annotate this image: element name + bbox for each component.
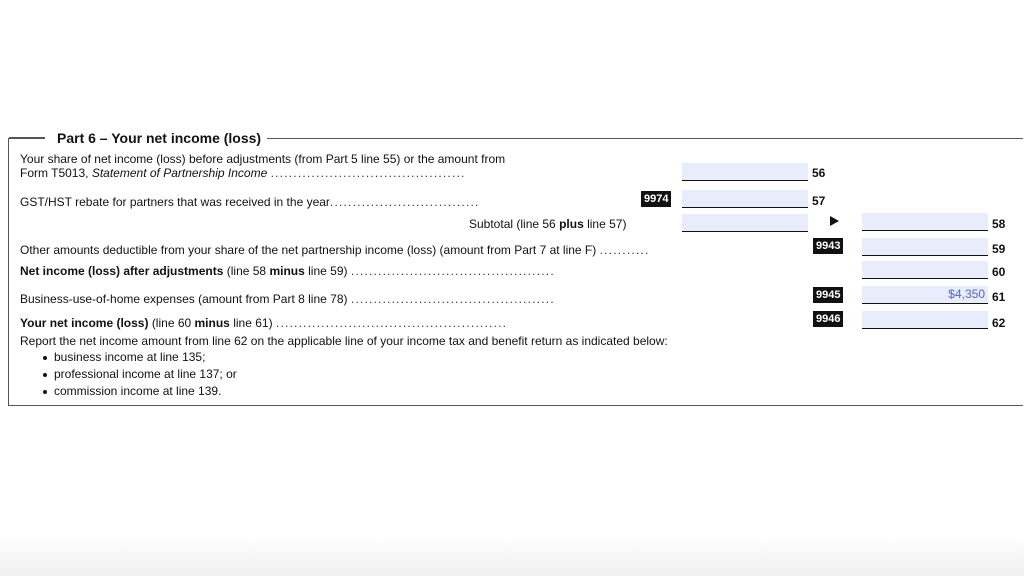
line56-leader-dots: ........................................... (270, 166, 466, 180)
line56-form-title: Statement of Partnership Income (91, 166, 268, 180)
report-bullet-commission: commission income at line 139. (54, 384, 222, 398)
line58-text-c: line 57) (587, 217, 627, 231)
line59-number: 59 (992, 242, 1006, 256)
line60-label: Net income (loss) after adjustments (20, 264, 224, 278)
line56-form-label: Form T5013, (20, 166, 89, 180)
line57-leader-dots: ................................. (329, 195, 480, 209)
line60-number: 60 (992, 265, 1006, 279)
line62-number: 62 (992, 316, 1006, 330)
line62-text-a: (line 60 (151, 316, 192, 330)
line61-leader-dots: ............................................. (350, 292, 555, 306)
line58-text-a: Subtotal (line 56 (469, 217, 556, 231)
line61-row-text (20, 292, 555, 306)
line60-text-c: line 59) (308, 264, 348, 278)
line56-description-cont (20, 166, 466, 180)
line57-code-badge: 9974 (641, 191, 671, 207)
line62-leader-dots: ................................................... (275, 316, 508, 330)
line60-row-text (20, 264, 555, 278)
arrow-right-icon (830, 216, 839, 226)
line58-number: 58 (992, 217, 1006, 231)
line61-number: 61 (992, 290, 1006, 304)
line58-row-text (469, 217, 626, 231)
line57-number: 57 (812, 194, 826, 208)
line59-code-badge: 9943 (813, 238, 843, 254)
line62-label: Your net income (loss) (20, 316, 149, 330)
line59-leader-dots: ........... (599, 243, 650, 257)
report-bullet-professional: professional income at line 137; or (54, 367, 237, 381)
line58-left-field[interactable] (682, 214, 808, 232)
line62-code-badge: 9946 (813, 311, 843, 327)
bullet-icon (43, 373, 47, 377)
line60-minus: minus (269, 264, 305, 278)
line59-amount-field[interactable] (862, 238, 988, 256)
line61-code-badge: 9945 (813, 287, 843, 303)
line56-amount-field[interactable] (682, 163, 808, 181)
line60-amount-field[interactable] (862, 261, 988, 279)
line62-text-c: line 61) (233, 316, 273, 330)
line58-plus: plus (559, 217, 584, 231)
line58-amount-field[interactable] (862, 213, 988, 231)
page-shadow (0, 536, 1024, 576)
line61-description: Business-use-of-home expenses (amount from Part 8 line 78) (20, 292, 348, 306)
line59-row-text (20, 243, 649, 257)
line59-description: Other amounts deductible from your share of the net partnership income (loss) (amount from Part 7 at line F) (20, 243, 597, 257)
bullet-icon (43, 356, 47, 360)
report-bullet-business: business income at line 135; (54, 350, 206, 364)
line56-description: Your share of net income (loss) before adjustments (from Part 5 line 55) or the amount from (20, 152, 506, 166)
line56-number: 56 (812, 166, 826, 180)
bullet-icon (43, 390, 47, 394)
line57-amount-field[interactable] (682, 190, 808, 208)
line62-minus: minus (194, 316, 230, 330)
report-instructions: Report the net income amount from line 62 on the applicable line of your income tax and benefit return as indicated below: (20, 334, 668, 348)
line57-description: GST/HST rebate for partners that was received in the year (20, 195, 330, 209)
line62-amount-field[interactable] (862, 311, 988, 329)
line57-row-text (20, 195, 480, 209)
line61-amount-field[interactable]: $4,350 (862, 286, 988, 304)
section-title: Part 6 – Your net income (loss) (45, 129, 267, 147)
line60-leader-dots: ............................................. (350, 264, 555, 278)
line62-row-text (20, 316, 507, 330)
line60-text-a: (line 58 (226, 264, 267, 278)
